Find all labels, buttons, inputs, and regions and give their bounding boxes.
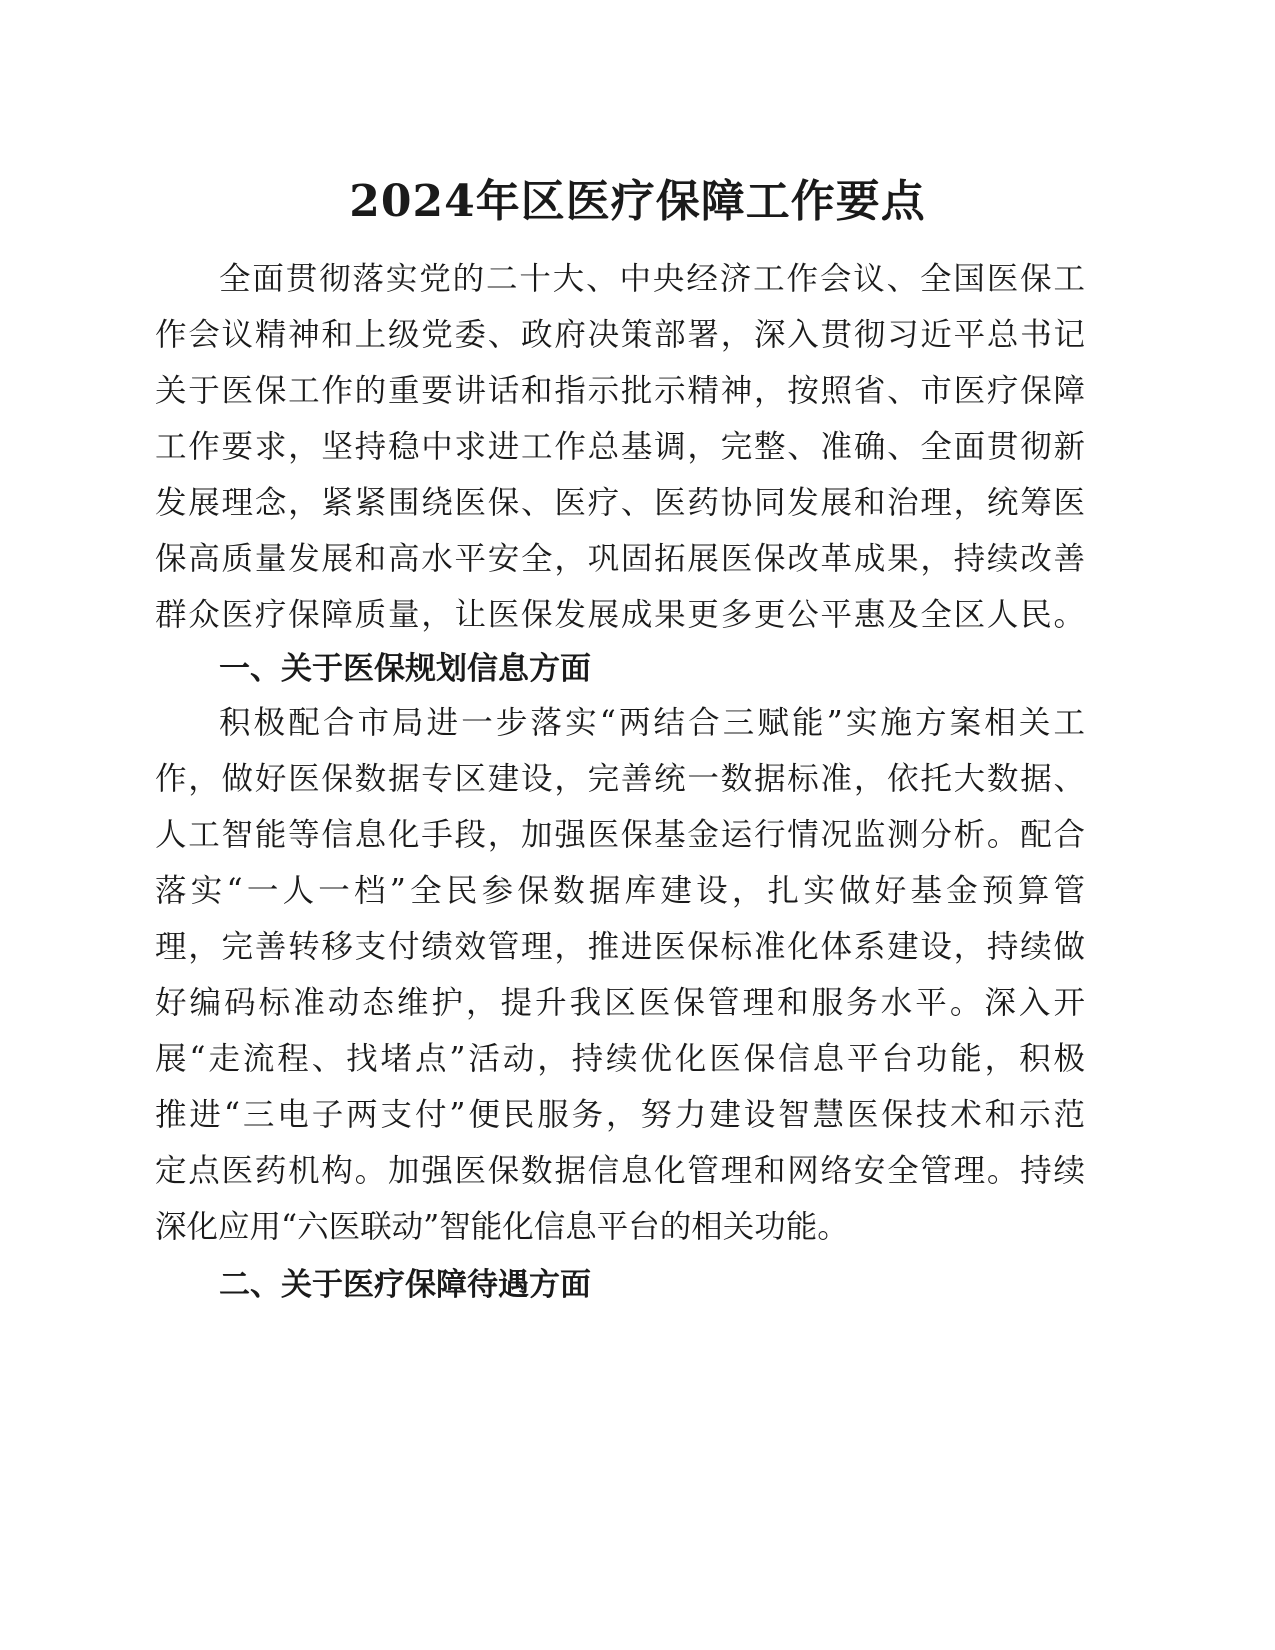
intro-line-3: 关于医保工作的重要讲话和指示批示精神，按照省、市医疗保障 — [155, 373, 1085, 409]
intro-line-7: 群众医疗保障质量，让医保发展成果更多更公平惠及全区人民。 — [155, 597, 1085, 633]
intro-line-1: 全面贯彻落实党的二十大、中央经济工作会议、全国医保工 — [219, 261, 1085, 297]
section1-line-1: 积极配合市局进一步落实“两结合三赋能”实施方案相关工 — [219, 705, 1085, 741]
section1-line-4: 落实“一人一档”全民参保数据库建设，扎实做好基金预算管 — [155, 873, 1085, 909]
intro-line-6: 保高质量发展和高水平安全，巩固拓展医保改革成果，持续改善 — [155, 541, 1085, 577]
section1-line-9: 定点医药机构。加强医保数据信息化管理和网络安全管理。持续 — [155, 1153, 1085, 1189]
section1-line-10: 深化应用“六医联动”智能化信息平台的相关功能。 — [155, 1209, 849, 1245]
section1-heading: 一、关于医保规划信息方面 — [219, 651, 591, 687]
document-title: 2024年区医疗保障工作要点 — [349, 176, 926, 227]
section1-line-8: 推进“三电子两支付”便民服务，努力建设智慧医保技术和示范 — [155, 1097, 1085, 1133]
intro-line-2: 作会议精神和上级党委、政府决策部署，深入贯彻习近平总书记 — [155, 317, 1085, 353]
section1-line-3: 人工智能等信息化手段，加强医保基金运行情况监测分析。配合 — [155, 817, 1085, 853]
section2-heading: 二、关于医疗保障待遇方面 — [219, 1267, 591, 1303]
section1-line-2: 作，做好医保数据专区建设，完善统一数据标准，依托大数据、 — [155, 761, 1085, 797]
section1-line-7: 展“走流程、找堵点”活动，持续优化医保信息平台功能，积极 — [155, 1041, 1085, 1077]
section1-line-5: 理，完善转移支付绩效管理，推进医保标准化体系建设，持续做 — [155, 929, 1085, 965]
intro-line-4: 工作要求，坚持稳中求进工作总基调，完整、准确、全面贯彻新 — [155, 429, 1085, 465]
section1-line-6: 好编码标准动态维护，提升我区医保管理和服务水平。深入开 — [155, 985, 1085, 1021]
intro-line-5: 发展理念，紧紧围绕医保、医疗、医药协同发展和治理，统筹医 — [155, 485, 1085, 521]
